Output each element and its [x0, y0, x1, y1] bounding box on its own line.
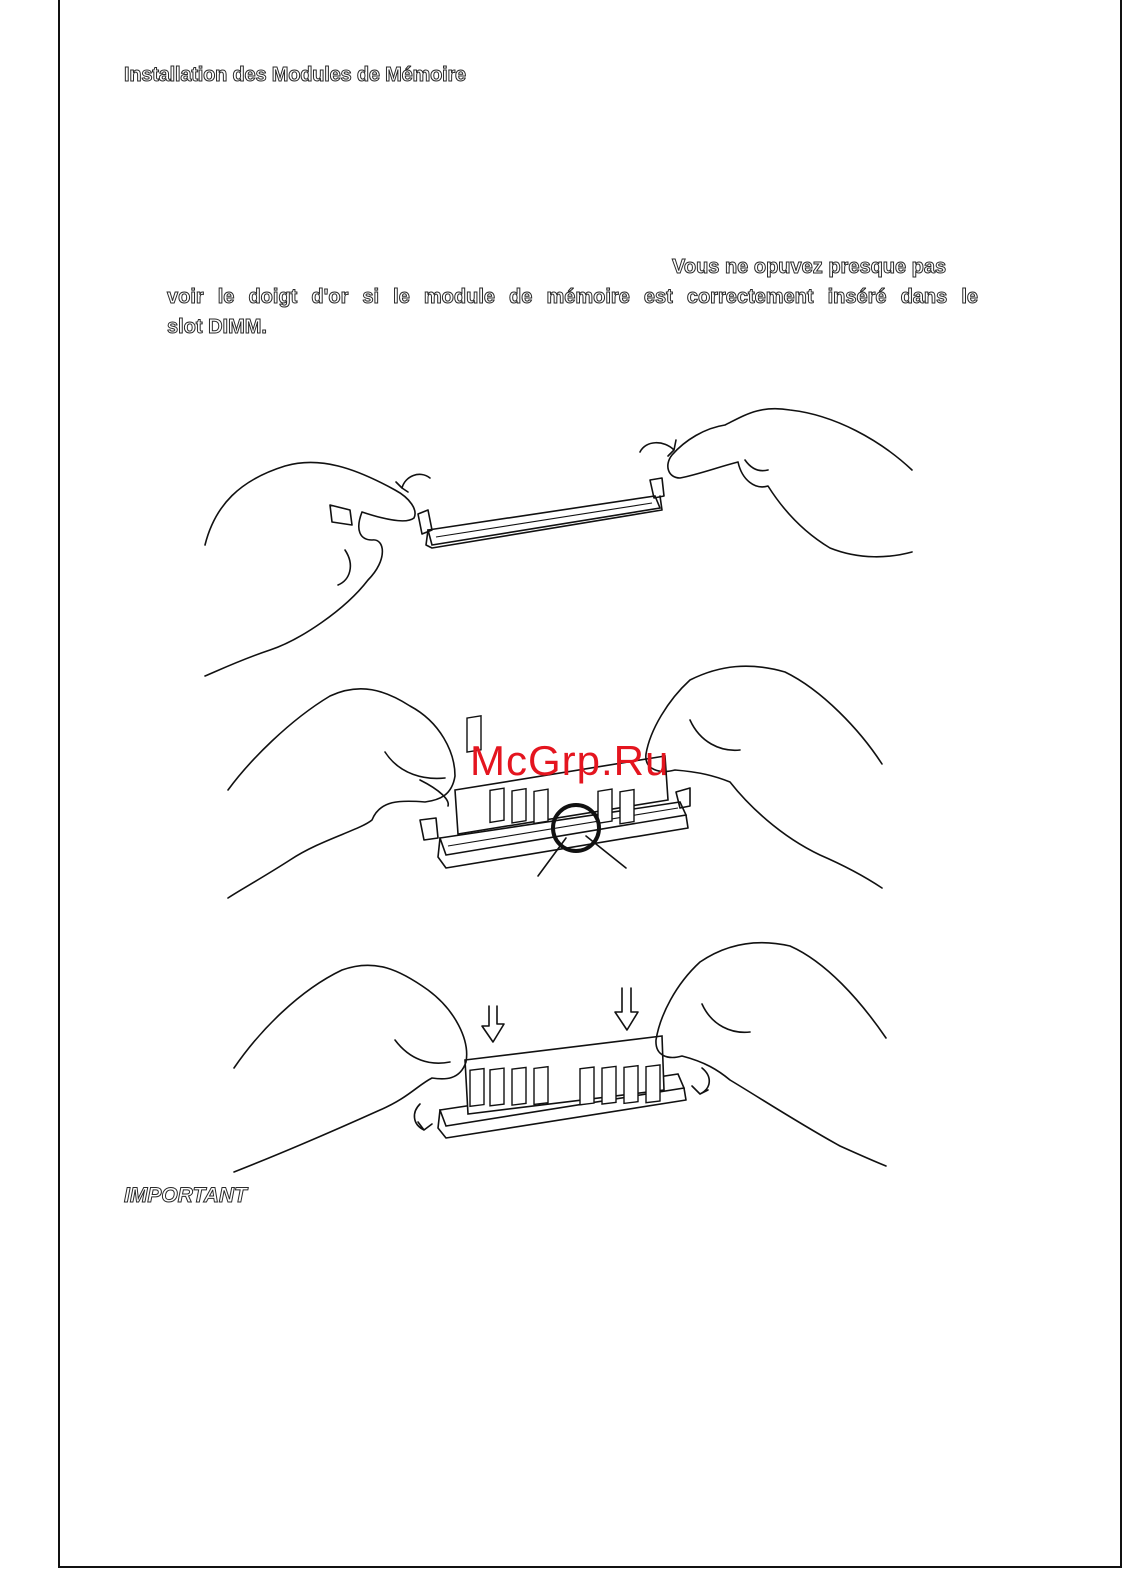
note-line-3: slot DIMM.	[167, 316, 267, 338]
press-module-down-illustration	[234, 943, 886, 1172]
section-title: Installation des Modules de Mémoire	[124, 64, 466, 86]
open-dimm-clips-illustration	[205, 409, 912, 676]
note-line-1: Vous ne opuvez presque pas	[672, 256, 947, 278]
watermark-text: McGrp.Ru	[470, 737, 670, 784]
important-label: IMPORTANT	[124, 1184, 247, 1207]
note-line-2: voir le doigt d'or si le module de mémoire est correctement inséré dans le	[167, 286, 978, 308]
